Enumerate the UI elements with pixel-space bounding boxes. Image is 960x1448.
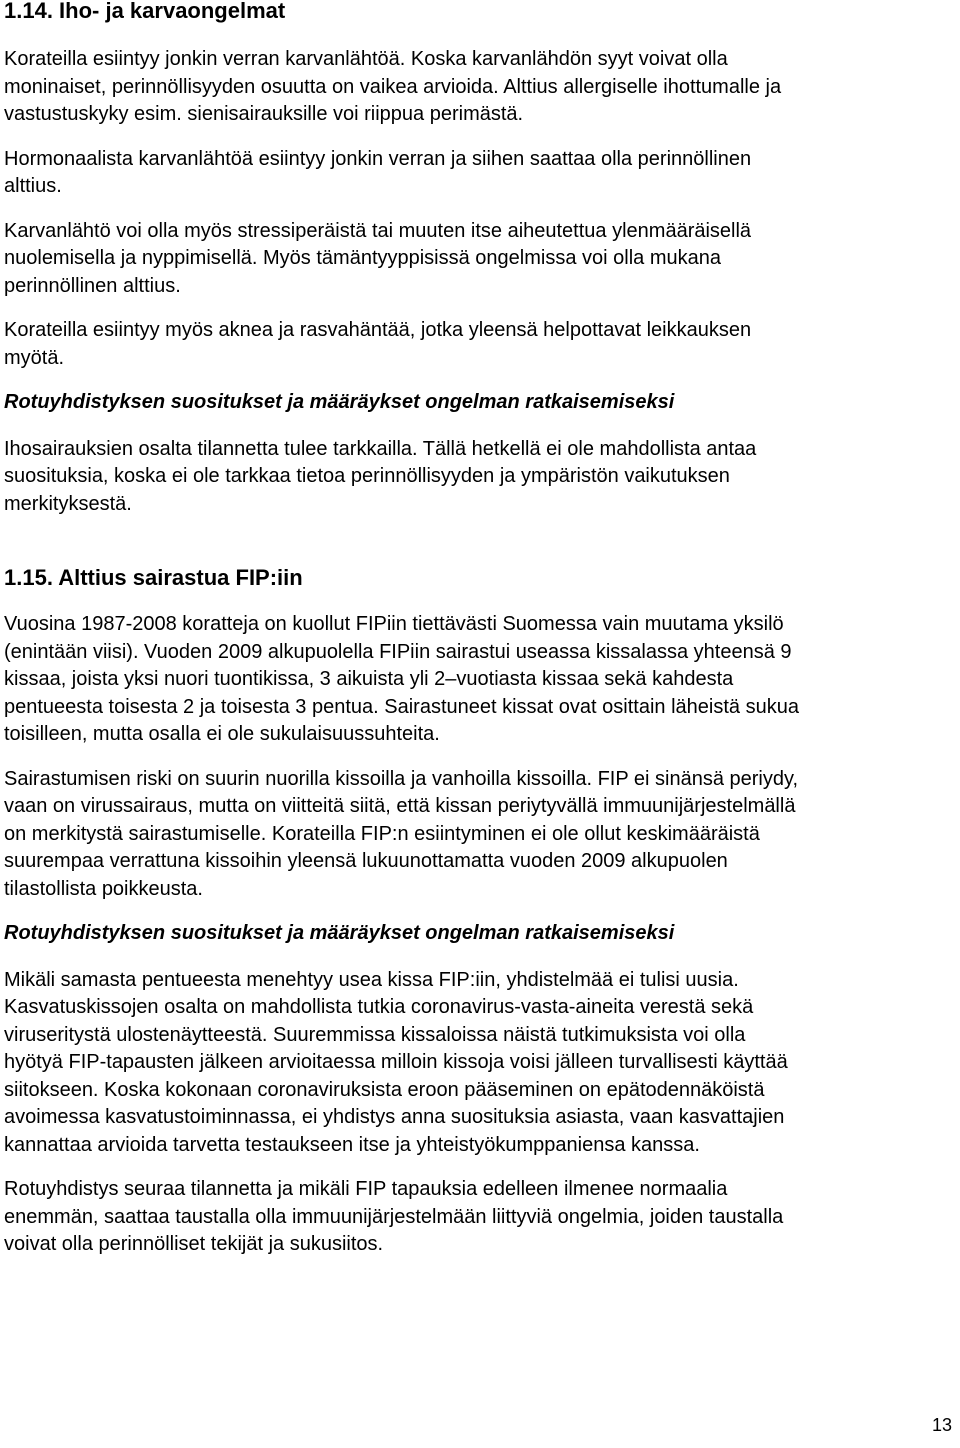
section-title: 1.15. Alttius sairastua FIP:iin [4, 565, 303, 590]
paragraph [4, 611, 954, 749]
text-line: hyötyä FIP-tapausten jälkeen arvioitaessa milloin kissoja voisi jälleen turvallisesti käyttää [4, 1051, 788, 1073]
text-line: moninaiset, perinnöllisyyden osuutta on vaikea arvioida. Alttius allergiselle ihottumalle ja [4, 75, 782, 98]
paragraph [4, 218, 954, 301]
text-line: viruseritystä ulostenäytteestä. Suuremmissa kissaloissa näistä tutkimuksista voi olla [4, 1023, 746, 1046]
text-line: Karvanlähtö voi olla myös stressiperäistä tai muuten itse aiheutettua ylenmääräisellä [4, 219, 752, 242]
section-title: 1.14. Iho- ja karvaongelmat [4, 0, 286, 23]
text-line: enemmän, saattaa taustalla olla immuunijärjestelmään liittyviä ongelmia, joiden taustalla [4, 1205, 784, 1228]
text-line: vaan on virussairaus, mutta on viitteitä siitä, että kissan periytyvällä immuunijärjestelmällä [4, 795, 796, 817]
text-line: myötä. [4, 346, 65, 369]
paragraph [4, 146, 954, 201]
text-line: on merkitystä sairastumiselle. Korateilla FIP:n esiintyminen ei ole ollut keskimääräistä [4, 822, 760, 845]
text-line: Mikäli samasta pentueesta menehtyy usea kissa FIP:iin, yhdistelmää ei tulisi uusia. [4, 968, 739, 991]
recommendation-heading: Rotuyhdistyksen suositukset ja määräykset ongelman ratkaisemiseksi [4, 922, 675, 944]
text-line: alttius. [4, 175, 62, 197]
text-line: Korateilla esiintyy jonkin verran karvanlähtöä. Koska karvanlähdön syyt voivat olla [4, 48, 728, 70]
text-line: Korateilla esiintyy myös aknea ja rasvahäntää, jotka yleensä helpottavat leikkauksen [4, 319, 752, 341]
document-page [4, 0, 954, 1259]
paragraph [4, 967, 954, 1160]
text-line: nuolemisella ja nyppimisellä. Myös tämäntyyppisissä ongelmissa voi olla mukana [4, 247, 721, 269]
text-line: merkityksestä. [4, 492, 132, 515]
text-line: suosituksia, koska ei ole tarkkaa tietoa perinnöllisyyden ja ympäristön vaikutuksen [4, 465, 730, 487]
paragraph [4, 46, 954, 129]
text-line: kannattaa arvioida tarvetta testaukseen itse ja yhteistyökumppaniensa kanssa. [4, 1133, 700, 1156]
text-line: Hormonaalista karvanlähtöä esiintyy jonkin verran ja siihen saattaa olla perinnöllinen [4, 147, 752, 170]
page-number: 13 [931, 1415, 952, 1435]
recommendation-heading: Rotuyhdistyksen suositukset ja määräykset ongelman ratkaisemiseksi [4, 391, 675, 413]
text-line: suurempaa verrattuna kissoihin yleensä lukuunottamatta vuoden 2009 alkupuolen [4, 850, 728, 872]
text-line: perinnöllinen alttius. [4, 274, 181, 297]
text-line: toisilleen, mutta osalla ei ole sukulaisuussuhteita. [4, 723, 440, 745]
text-line: Rotuyhdistys seuraa tilannetta ja mikäli FIP tapauksia edelleen ilmenee normaalia [4, 1178, 728, 1200]
text-line: tilastollista poikkeusta. [4, 877, 203, 900]
paragraph [4, 766, 954, 904]
text-line: Sairastumisen riski on suurin nuorilla kissoilla ja vanhoilla kissoilla. FIP ei sinänsä periydy, [4, 767, 799, 790]
text-line: Vuosina 1987-2008 koratteja on kuollut FIPiin tiettävästi Suomessa vain muutama yksilö [4, 613, 784, 635]
text-line: siitokseen. Koska kokonaan coronaviruksista eroon pääseminen on epätodennäköistä [4, 1078, 765, 1101]
text-line: voivat olla perinnölliset tekijät ja sukusiitos. [4, 1233, 384, 1255]
text-line: Kasvatuskissojen osalta on mahdollista tutkia coronavirus-vasta-aineita verestä sekä [4, 996, 754, 1018]
text-line: (enintään viisi). Vuoden 2009 alkupuolella FIPiin sairastui useassa kissalassa yhteensä 9 [4, 640, 792, 663]
text-line: avoimessa kasvatustoiminnassa, ei yhdistys anna suosituksia asiasta, vaan kasvattajien [4, 1106, 785, 1128]
paragraph [4, 1176, 954, 1259]
paragraph [4, 436, 954, 519]
paragraph [4, 317, 954, 372]
text-line: pentueesta toisesta 2 ja toisesta 3 pentua. Sairastuneet kissat ovat osittain läheistä sukua [4, 695, 799, 718]
text-line: kissaa, joista yksi nuori tuontikissa, 3 aikuista yli 2–vuotiasta kissaa sekä kahdesta [4, 668, 734, 690]
text-line: Ihosairauksien osalta tilannetta tulee tarkkailla. Tällä hetkellä ei ole mahdollista antaa [4, 437, 757, 460]
text-line: vastustuskyky esim. sienisairauksille voi riippua perimästä. [4, 103, 524, 125]
